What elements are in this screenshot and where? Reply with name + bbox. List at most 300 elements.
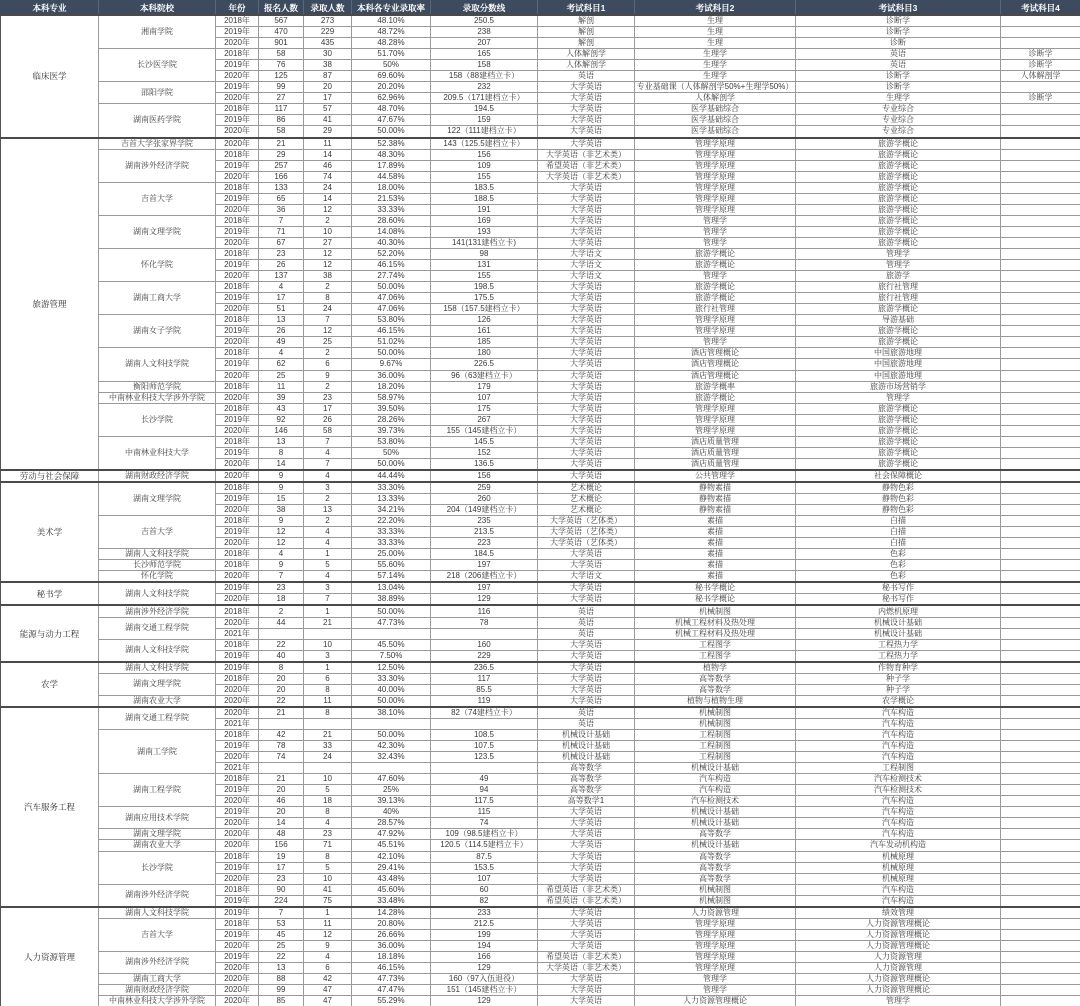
rate-cell: 50.00% <box>352 348 431 359</box>
applicants-cell: 257 <box>259 160 304 171</box>
applicants-cell: 137 <box>259 271 304 282</box>
subject2-cell: 机械设计基础 <box>635 818 796 829</box>
college-cell: 中南林业科技大学 <box>99 436 216 470</box>
applicants-cell: 14 <box>259 458 304 470</box>
subject1-cell: 解剖 <box>538 27 635 38</box>
applicants-cell: 7 <box>259 571 304 583</box>
subject3-cell: 专业综合 <box>796 104 1001 115</box>
applicants-cell: 12 <box>259 527 304 538</box>
rate-cell: 42.30% <box>352 741 431 752</box>
rate-cell <box>352 718 431 729</box>
year-cell: 2018年 <box>216 884 259 895</box>
subject2-cell: 机械设计基础 <box>635 840 796 851</box>
scoreline-cell: 165 <box>431 49 538 60</box>
rate-cell: 7.50% <box>352 650 431 662</box>
scoreline-cell: 226.5 <box>431 359 538 370</box>
applicants-cell: 27 <box>259 93 304 104</box>
subject1-cell: 大学英语 <box>538 436 635 447</box>
admitted-cell: 6 <box>304 359 352 370</box>
subject2-cell: 管理学原理 <box>635 962 796 973</box>
subject4-cell <box>1001 527 1080 538</box>
subject1-cell: 大学英语 <box>538 93 635 104</box>
subject2-cell: 汽车检测技术 <box>635 796 796 807</box>
subject1-cell: 大学英语 <box>538 447 635 458</box>
college-cell: 湖南农业大学 <box>99 695 216 707</box>
subject3-cell: 旅游学概论 <box>796 149 1001 160</box>
subject1-cell: 人体解剖学 <box>538 60 635 71</box>
scoreline-cell: 129 <box>431 594 538 606</box>
rate-cell: 13.33% <box>352 494 431 505</box>
admitted-cell: 74 <box>304 171 352 182</box>
subject2-cell: 静物素描 <box>635 494 796 505</box>
major-cell: 秘书学 <box>1 582 99 605</box>
rate-cell: 25% <box>352 785 431 796</box>
subject2-cell: 管理学原理 <box>635 403 796 414</box>
subject2-cell: 生理学 <box>635 60 796 71</box>
subject1-cell: 大学英语 <box>538 138 635 150</box>
applicants-cell: 21 <box>259 707 304 719</box>
subject3-cell: 人力资源管理概论 <box>796 918 1001 929</box>
applicants-cell: 125 <box>259 71 304 82</box>
subject3-cell: 旅游学概论 <box>796 414 1001 425</box>
scoreline-cell: 107.5 <box>431 741 538 752</box>
applicants-cell: 20 <box>259 684 304 695</box>
admitted-cell: 3 <box>304 482 352 494</box>
subject4-cell <box>1001 639 1080 650</box>
major-cell: 临床医学 <box>1 15 99 138</box>
subject1-cell: 大学英语（非艺术类） <box>538 962 635 973</box>
scoreline-cell: 155（145建档立卡） <box>431 425 538 436</box>
rate-cell: 48.30% <box>352 149 431 160</box>
table-row <box>1 807 1080 818</box>
subject1-cell: 大学英语 <box>538 392 635 403</box>
subject2-cell: 管理学 <box>635 985 796 996</box>
admitted-cell: 1 <box>304 549 352 560</box>
applicants-cell: 4 <box>259 348 304 359</box>
subject2-cell: 机械设计基础 <box>635 763 796 774</box>
year-cell: 2021年 <box>216 763 259 774</box>
subject4-cell <box>1001 282 1080 293</box>
subject2-cell: 医学基础综合 <box>635 104 796 115</box>
admitted-cell: 21 <box>304 730 352 741</box>
rate-cell: 12.50% <box>352 662 431 674</box>
subject4-cell <box>1001 918 1080 929</box>
rate-cell: 48.72% <box>352 27 431 38</box>
year-cell: 2019年 <box>216 494 259 505</box>
subject2-cell: 素描 <box>635 516 796 527</box>
subject1-cell: 解剖 <box>538 38 635 49</box>
subject1-cell: 大学英语 <box>538 829 635 840</box>
subject1-cell: 大学英语 <box>538 304 635 315</box>
subject1-cell: 解剖 <box>538 15 635 27</box>
scoreline-cell: 260 <box>431 494 538 505</box>
subject2-cell: 植物学 <box>635 662 796 674</box>
subject2-cell: 专业基础课（人体解剖学50%+生理学50%） <box>635 82 796 93</box>
college-cell: 湖南涉外经济学院 <box>99 884 216 907</box>
subject3-cell: 管理学 <box>796 260 1001 271</box>
rate-cell: 51.70% <box>352 49 431 60</box>
subject3-cell: 英语 <box>796 49 1001 60</box>
subject4-cell <box>1001 82 1080 93</box>
college-cell: 湖南文理学院 <box>99 482 216 516</box>
college-cell: 湖南人文科技学院 <box>99 549 216 560</box>
subject2-cell: 生理 <box>635 15 796 27</box>
college-cell: 湖南人文科技学院 <box>99 639 216 662</box>
subject3-cell: 旅游学概论 <box>796 215 1001 226</box>
rate-cell: 51.02% <box>352 337 431 348</box>
major-cell: 旅游管理 <box>1 138 99 470</box>
scoreline-cell: 194 <box>431 940 538 951</box>
year-cell: 2019年 <box>216 582 259 594</box>
applicants-cell: 71 <box>259 226 304 237</box>
rate-cell: 53.80% <box>352 436 431 447</box>
subject2-cell: 高等数学 <box>635 862 796 873</box>
subject4-cell <box>1001 549 1080 560</box>
subject2-cell: 素描 <box>635 549 796 560</box>
subject4-cell <box>1001 182 1080 193</box>
admitted-cell: 47 <box>304 996 352 1006</box>
table-row <box>1 182 1080 193</box>
scoreline-cell: 250.5 <box>431 15 538 27</box>
scoreline-cell: 115 <box>431 807 538 818</box>
subject3-cell: 专业综合 <box>796 115 1001 126</box>
applicants-cell: 117 <box>259 104 304 115</box>
table-row <box>1 549 1080 560</box>
subject2-cell: 旅行社管理 <box>635 304 796 315</box>
subject4-cell <box>1001 215 1080 226</box>
subject4-cell <box>1001 628 1080 639</box>
subject2-cell: 管理学 <box>635 974 796 985</box>
scoreline-cell: 197 <box>431 560 538 571</box>
rate-cell <box>352 628 431 639</box>
admitted-cell: 58 <box>304 425 352 436</box>
subject4-cell <box>1001 650 1080 662</box>
subject3-cell: 诊断学 <box>796 27 1001 38</box>
subject1-cell: 艺术概论 <box>538 482 635 494</box>
subject3-cell: 人力资源管理概论 <box>796 974 1001 985</box>
applicants-cell: 9 <box>259 470 304 482</box>
scoreline-cell: 155 <box>431 271 538 282</box>
admitted-cell: 2 <box>304 494 352 505</box>
subject3-cell: 工程制图 <box>796 763 1001 774</box>
subject1-cell: 希望英语（非艺术类） <box>538 160 635 171</box>
subject3-cell: 秘书写作 <box>796 582 1001 594</box>
subject2-cell: 人力资源管理 <box>635 907 796 919</box>
college-cell: 湖南文理学院 <box>99 829 216 840</box>
college-cell: 湖南文理学院 <box>99 673 216 695</box>
subject4-cell <box>1001 895 1080 907</box>
subject3-cell: 社会保障概论 <box>796 470 1001 482</box>
subject1-cell: 大学英语（艺体类） <box>538 538 635 549</box>
subject3-cell: 汽车构造 <box>796 730 1001 741</box>
subject4-cell <box>1001 662 1080 674</box>
admitted-cell: 18 <box>304 796 352 807</box>
subject2-cell: 酒店管理概论 <box>635 359 796 370</box>
table-row <box>1 851 1080 862</box>
subject3-cell: 旅游学概论 <box>796 447 1001 458</box>
column-header: 考试科目3 <box>796 1 1001 16</box>
year-cell: 2018年 <box>216 774 259 785</box>
year-cell: 2019年 <box>216 326 259 337</box>
column-header: 本科专业 <box>1 1 99 16</box>
subject4-cell <box>1001 115 1080 126</box>
college-cell: 长沙医学院 <box>99 49 216 82</box>
scoreline-cell: 122（111建档立卡） <box>431 126 538 138</box>
applicants-cell <box>259 718 304 729</box>
rate-cell: 20.80% <box>352 918 431 929</box>
applicants-cell: 21 <box>259 138 304 150</box>
subject2-cell: 旅游学概论 <box>635 293 796 304</box>
rate-cell: 47.92% <box>352 829 431 840</box>
scoreline-cell: 82 <box>431 895 538 907</box>
subject1-cell: 大学英语（非艺术类） <box>538 149 635 160</box>
year-cell: 2020年 <box>216 71 259 82</box>
year-cell: 2018年 <box>216 182 259 193</box>
subject3-cell: 人力资源管理概论 <box>796 940 1001 951</box>
rate-cell: 47.47% <box>352 985 431 996</box>
applicants-cell: 9 <box>259 560 304 571</box>
subject3-cell: 英语 <box>796 60 1001 71</box>
year-cell: 2019年 <box>216 193 259 204</box>
subject3-cell: 白描 <box>796 527 1001 538</box>
college-cell: 湖南涉外经济学院 <box>99 951 216 973</box>
subject2-cell: 生理 <box>635 38 796 49</box>
subject2-cell: 管理学 <box>635 237 796 248</box>
subject3-cell: 汽车构造 <box>796 707 1001 719</box>
scoreline-cell: 109 <box>431 160 538 171</box>
year-cell: 2019年 <box>216 359 259 370</box>
scoreline-cell: 191 <box>431 204 538 215</box>
subject1-cell: 大学英语 <box>538 326 635 337</box>
subject3-cell: 白描 <box>796 538 1001 549</box>
subject3-cell: 旅游学概论 <box>796 425 1001 436</box>
rate-cell: 47.06% <box>352 293 431 304</box>
subject4-cell <box>1001 204 1080 215</box>
subject4-cell <box>1001 293 1080 304</box>
year-cell: 2020年 <box>216 840 259 851</box>
subject4-cell <box>1001 818 1080 829</box>
scoreline-cell: 197 <box>431 582 538 594</box>
rate-cell: 40.00% <box>352 684 431 695</box>
applicants-cell: 49 <box>259 337 304 348</box>
admitted-cell: 6 <box>304 962 352 973</box>
subject3-cell: 诊断学 <box>796 71 1001 82</box>
year-cell: 2020年 <box>216 571 259 583</box>
college-cell: 湖南人文科技学院 <box>99 662 216 674</box>
admitted-cell <box>304 628 352 639</box>
subject1-cell: 英语 <box>538 707 635 719</box>
scoreline-cell: 120.5（114.5建档立卡） <box>431 840 538 851</box>
college-cell: 湖南人文科技学院 <box>99 348 216 381</box>
subject1-cell: 大学英语 <box>538 237 635 248</box>
college-cell: 中南林业科技大学涉外学院 <box>99 392 216 403</box>
subject2-cell: 素描 <box>635 571 796 583</box>
subject4-cell <box>1001 718 1080 729</box>
subject4-cell <box>1001 337 1080 348</box>
subject2-cell: 高等数学 <box>635 851 796 862</box>
subject2-cell: 机械制图 <box>635 605 796 617</box>
subject4-cell <box>1001 996 1080 1006</box>
subject3-cell: 旅游学概论 <box>796 436 1001 447</box>
subject1-cell: 大学英语 <box>538 370 635 381</box>
column-header: 年份 <box>216 1 259 16</box>
year-cell: 2018年 <box>216 851 259 862</box>
college-cell: 吉首大学 <box>99 182 216 215</box>
admitted-cell: 9 <box>304 370 352 381</box>
applicants-cell: 146 <box>259 425 304 436</box>
subject2-cell: 管理学原理 <box>635 918 796 929</box>
year-cell: 2019年 <box>216 414 259 425</box>
rate-cell: 47.67% <box>352 115 431 126</box>
subject1-cell: 大学英语（艺体类） <box>538 527 635 538</box>
table-row <box>1 951 1080 962</box>
subject3-cell: 机械原理 <box>796 873 1001 884</box>
rate-cell: 33.48% <box>352 895 431 907</box>
scoreline-cell: 236.5 <box>431 662 538 674</box>
year-cell: 2019年 <box>216 160 259 171</box>
college-cell: 湖南交通工程学院 <box>99 617 216 639</box>
column-header: 考试科目2 <box>635 1 796 16</box>
admitted-cell: 25 <box>304 337 352 348</box>
table-row <box>1 884 1080 895</box>
year-cell: 2020年 <box>216 707 259 719</box>
rate-cell: 18.18% <box>352 951 431 962</box>
college-cell: 邵阳学院 <box>99 82 216 104</box>
subject2-cell: 机械制图 <box>635 895 796 907</box>
applicants-cell: 2 <box>259 605 304 617</box>
subject1-cell: 大学英语 <box>538 582 635 594</box>
table-row <box>1 673 1080 684</box>
rate-cell: 33.33% <box>352 527 431 538</box>
rate-cell: 22.20% <box>352 516 431 527</box>
admitted-cell: 8 <box>304 807 352 818</box>
year-cell: 2020年 <box>216 126 259 138</box>
scoreline-cell: 218（206建档立卡） <box>431 571 538 583</box>
admitted-cell: 30 <box>304 49 352 60</box>
year-cell: 2020年 <box>216 617 259 628</box>
subject3-cell: 汽车构造 <box>796 829 1001 840</box>
subject4-cell <box>1001 104 1080 115</box>
subject2-cell: 旅游学概论 <box>635 260 796 271</box>
subject2-cell: 人力资源管理概论 <box>635 996 796 1006</box>
subject3-cell: 静物色彩 <box>796 482 1001 494</box>
applicants-cell <box>259 763 304 774</box>
year-cell: 2020年 <box>216 237 259 248</box>
subject2-cell: 旅游学概论 <box>635 282 796 293</box>
subject4-cell <box>1001 505 1080 516</box>
applicants-cell: 38 <box>259 505 304 516</box>
applicants-cell: 65 <box>259 193 304 204</box>
subject2-cell: 人体解剖学 <box>635 93 796 104</box>
subject3-cell: 绩效管理 <box>796 907 1001 919</box>
rate-cell: 17.89% <box>352 160 431 171</box>
subject3-cell: 诊断 <box>796 38 1001 49</box>
scoreline-cell: 129 <box>431 996 538 1006</box>
year-cell: 2018年 <box>216 482 259 494</box>
scoreline-cell: 145.5 <box>431 436 538 447</box>
scoreline-cell: 212.5 <box>431 918 538 929</box>
subject1-cell: 英语 <box>538 718 635 729</box>
subject1-cell: 大学英语 <box>538 851 635 862</box>
subject4-cell <box>1001 617 1080 628</box>
table-row <box>1 707 1080 719</box>
subject3-cell: 生理学 <box>796 93 1001 104</box>
subject3-cell: 中国旅游地理 <box>796 370 1001 381</box>
subject4-cell <box>1001 482 1080 494</box>
admitted-cell: 14 <box>304 149 352 160</box>
column-header: 录取人数 <box>304 1 352 16</box>
subject3-cell: 汽车构造 <box>796 807 1001 818</box>
admitted-cell: 46 <box>304 160 352 171</box>
year-cell: 2020年 <box>216 271 259 282</box>
rate-cell: 58.97% <box>352 392 431 403</box>
subject4-cell <box>1001 752 1080 763</box>
scoreline-cell: 259 <box>431 482 538 494</box>
subject1-cell: 英语 <box>538 617 635 628</box>
subject1-cell: 大学英语 <box>538 807 635 818</box>
scoreline-cell: 107 <box>431 392 538 403</box>
subject4-cell <box>1001 840 1080 851</box>
subject2-cell: 机械设计基础 <box>635 807 796 818</box>
admitted-cell: 12 <box>304 248 352 259</box>
subject3-cell: 汽车构造 <box>796 884 1001 895</box>
subject4-cell <box>1001 796 1080 807</box>
subject1-cell: 大学英语（艺体类） <box>538 516 635 527</box>
scoreline-cell: 116 <box>431 605 538 617</box>
scoreline-cell: 96（63建档立卡） <box>431 370 538 381</box>
subject1-cell: 大学英语 <box>538 115 635 126</box>
year-cell: 2020年 <box>216 538 259 549</box>
subject1-cell: 大学英语 <box>538 359 635 370</box>
applicants-cell: 567 <box>259 15 304 27</box>
applicants-cell: 20 <box>259 673 304 684</box>
subject3-cell: 旅游市场营销学 <box>796 381 1001 392</box>
admitted-cell: 24 <box>304 182 352 193</box>
applicants-cell: 53 <box>259 918 304 929</box>
scoreline-cell: 180 <box>431 348 538 359</box>
subject2-cell: 生理学 <box>635 71 796 82</box>
scoreline-cell: 209.5（171建档立卡） <box>431 93 538 104</box>
table-body <box>1 15 1080 1006</box>
subject3-cell: 静物色彩 <box>796 494 1001 505</box>
subject2-cell: 旅游学概率 <box>635 381 796 392</box>
college-cell: 湖南工商大学 <box>99 282 216 315</box>
rate-cell: 33.30% <box>352 482 431 494</box>
admitted-cell: 10 <box>304 226 352 237</box>
subject4-cell <box>1001 560 1080 571</box>
subject1-cell: 艺术概论 <box>538 494 635 505</box>
subject1-cell: 高等数学 <box>538 774 635 785</box>
subject3-cell: 静物色彩 <box>796 505 1001 516</box>
subject4-cell <box>1001 171 1080 182</box>
subject1-cell: 大学英语 <box>538 458 635 470</box>
applicants-cell: 51 <box>259 304 304 315</box>
rate-cell: 28.60% <box>352 215 431 226</box>
admitted-cell: 11 <box>304 695 352 707</box>
rate-cell: 44.58% <box>352 171 431 182</box>
admitted-cell: 23 <box>304 392 352 403</box>
subject2-cell: 管理学原理 <box>635 182 796 193</box>
applicants-cell: 67 <box>259 237 304 248</box>
subject1-cell: 大学英语 <box>538 594 635 606</box>
scoreline-cell: 107 <box>431 873 538 884</box>
subject1-cell: 大学英语 <box>538 818 635 829</box>
applicants-cell: 17 <box>259 293 304 304</box>
admitted-cell: 11 <box>304 918 352 929</box>
applicants-cell: 23 <box>259 873 304 884</box>
admitted-cell: 8 <box>304 707 352 719</box>
applicants-cell: 14 <box>259 818 304 829</box>
